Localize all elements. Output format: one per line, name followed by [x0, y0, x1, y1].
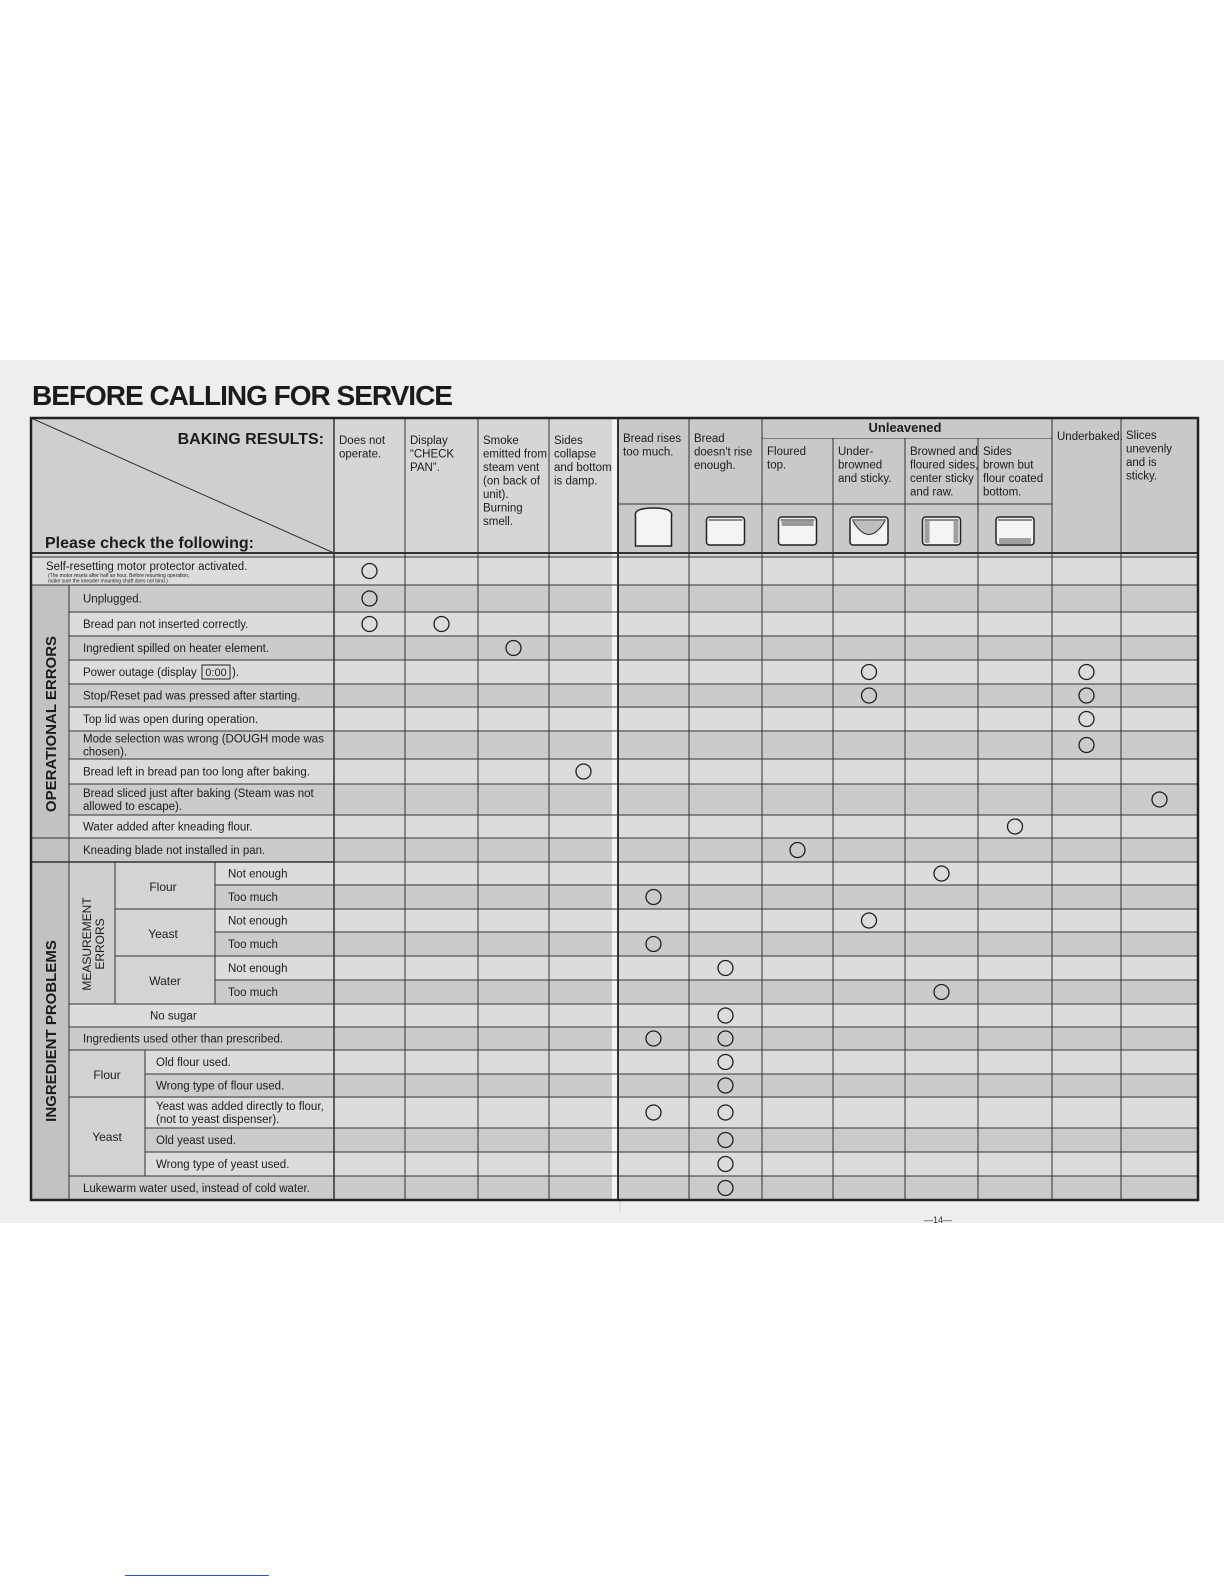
row-note: (The motor resets after half an hour. Before resuming operation, — [48, 573, 190, 579]
column-header-text: unit). — [483, 489, 509, 501]
row-label: Not enough — [228, 963, 288, 975]
floured-sides-loaf-icon — [923, 517, 961, 545]
row-label: Old flour used. — [156, 1057, 231, 1069]
column-header-text: bottom. — [983, 486, 1022, 499]
column-header-text: PAN”. — [410, 462, 440, 474]
column-header-text: Display — [410, 435, 448, 447]
row-label: Unplugged. — [83, 593, 142, 606]
column-header-text: and sticky. — [838, 473, 892, 485]
column-header-text: Floured — [767, 446, 806, 458]
column-header-text: enough. — [694, 460, 736, 472]
page-number: —14— — [924, 1215, 953, 1225]
row-note: make sure the kneader mounting shaft does not bind.) — [48, 578, 168, 585]
column-header-text: Browned and — [910, 446, 978, 458]
row-label: Not enough — [228, 868, 288, 881]
column-header-text: doesn't rise — [694, 446, 753, 459]
row-label: Power outage (display — [83, 667, 197, 679]
row-label: Ingredient spilled on heater element. — [83, 643, 270, 655]
yeast-problems-label: Yeast — [92, 1130, 122, 1144]
tall-loaf-icon — [635, 508, 671, 546]
flour-bottom-loaf-icon — [996, 517, 1034, 545]
row-label: Old yeast used. — [156, 1135, 236, 1147]
column-header-text: Under- — [838, 446, 874, 458]
column-header-text: too much. — [623, 446, 674, 459]
row-label: Too much — [228, 939, 278, 951]
column-header-text: Does not — [339, 435, 386, 447]
row-label: Top lid was open during operation. — [83, 714, 259, 726]
row-label: Too much — [228, 892, 278, 904]
page-title: BEFORE CALLING FOR SERVICE — [32, 380, 452, 411]
column-header-text: top. — [767, 459, 787, 472]
column-header-text: floured sides, — [910, 459, 979, 472]
column-header-text: flour coated — [983, 473, 1044, 485]
row-label: allowed to escape). — [83, 801, 183, 813]
sunken-loaf-icon — [850, 517, 888, 545]
column-header-text: Bread — [694, 433, 725, 445]
row-label: Lukewarm water used, instead of cold water. — [83, 1183, 310, 1195]
row-label: Not enough — [228, 915, 288, 928]
display-readout: 0:00 — [205, 667, 227, 679]
column-header-text: collapse — [554, 448, 597, 461]
column-header-text: Sides — [983, 446, 1012, 458]
operational-errors-label: OPERATIONAL ERRORS — [43, 635, 60, 813]
column-header-text: “CHECK — [410, 448, 455, 461]
column-header-text: browned — [838, 459, 883, 472]
column-header-text: unevenly — [1126, 443, 1173, 456]
floured-top-loaf-icon — [779, 517, 817, 545]
column-header-text: Smoke — [483, 435, 519, 447]
column-header-text: sticky. — [1126, 470, 1158, 483]
measurement-errors-label: ERRORS — [93, 918, 107, 970]
row-label: (not to yeast dispenser). — [156, 1114, 280, 1126]
column-header-text: brown but — [983, 459, 1034, 472]
row-label: Bread left in bread pan too long after baking. — [83, 766, 310, 779]
row-label: Mode selection was wrong (DOUGH mode was — [83, 733, 324, 746]
column-header-text: center sticky — [910, 473, 974, 485]
row-label: Wrong type of flour used. — [156, 1080, 285, 1093]
link-underline — [125, 1575, 269, 1576]
row-label: Bread sliced just after baking (Steam was not — [83, 788, 314, 800]
row-label: Wrong type of yeast used. — [156, 1159, 290, 1171]
row-label: Yeast was added directly to flour, — [156, 1101, 324, 1113]
column-header-text: Slices — [1126, 430, 1157, 442]
column-header-text: and raw. — [910, 486, 954, 499]
flour-measurement-label: Flour — [149, 880, 177, 894]
column-header-text: Sides — [554, 435, 583, 447]
please-check-heading: Please check the following: — [45, 535, 254, 552]
row-label: Self-resetting motor protector activated. — [46, 561, 248, 573]
yeast-measurement-label: Yeast — [148, 927, 178, 941]
ingredient-problems-label: INGREDIENT PROBLEMS — [43, 940, 60, 1122]
column-header-text: and is — [1126, 457, 1157, 469]
water-measurement-label: Water — [149, 974, 181, 988]
column-header-text: (on back of — [483, 475, 540, 488]
column-header-text: operate. — [339, 448, 382, 461]
row-label: Too much — [228, 987, 278, 999]
row-label: Kneading blade not installed in pan. — [83, 845, 266, 857]
row-label: Ingredients used other than prescribed. — [83, 1033, 284, 1046]
row-label: No sugar — [150, 1010, 197, 1023]
row-label: ). — [232, 667, 240, 679]
row-label: Water added after kneading flour. — [83, 821, 253, 834]
column-header-text: Bread rises — [623, 433, 682, 445]
column-header-text: is damp. — [554, 475, 598, 488]
row-label: chosen). — [83, 746, 128, 759]
flat-loaf-icon — [707, 517, 745, 545]
column-header-text: steam vent — [483, 462, 540, 474]
unleavened-heading: Unleavened — [868, 420, 942, 435]
column-header-text: emitted from — [483, 448, 547, 461]
column-header-text: and bottom — [554, 462, 612, 474]
row-label: Bread pan not inserted correctly. — [83, 619, 249, 631]
column-header-text: smell. — [483, 516, 514, 528]
row-label: Stop/Reset pad was pressed after starting. — [83, 690, 301, 703]
baking-results-heading: BAKING RESULTS: — [177, 431, 324, 448]
measurement-errors-label: MEASUREMENT — [80, 897, 94, 991]
flour-problems-label: Flour — [93, 1068, 121, 1082]
column-header-text: Burning — [483, 502, 523, 515]
column-header-text: Underbaked. — [1057, 431, 1123, 443]
